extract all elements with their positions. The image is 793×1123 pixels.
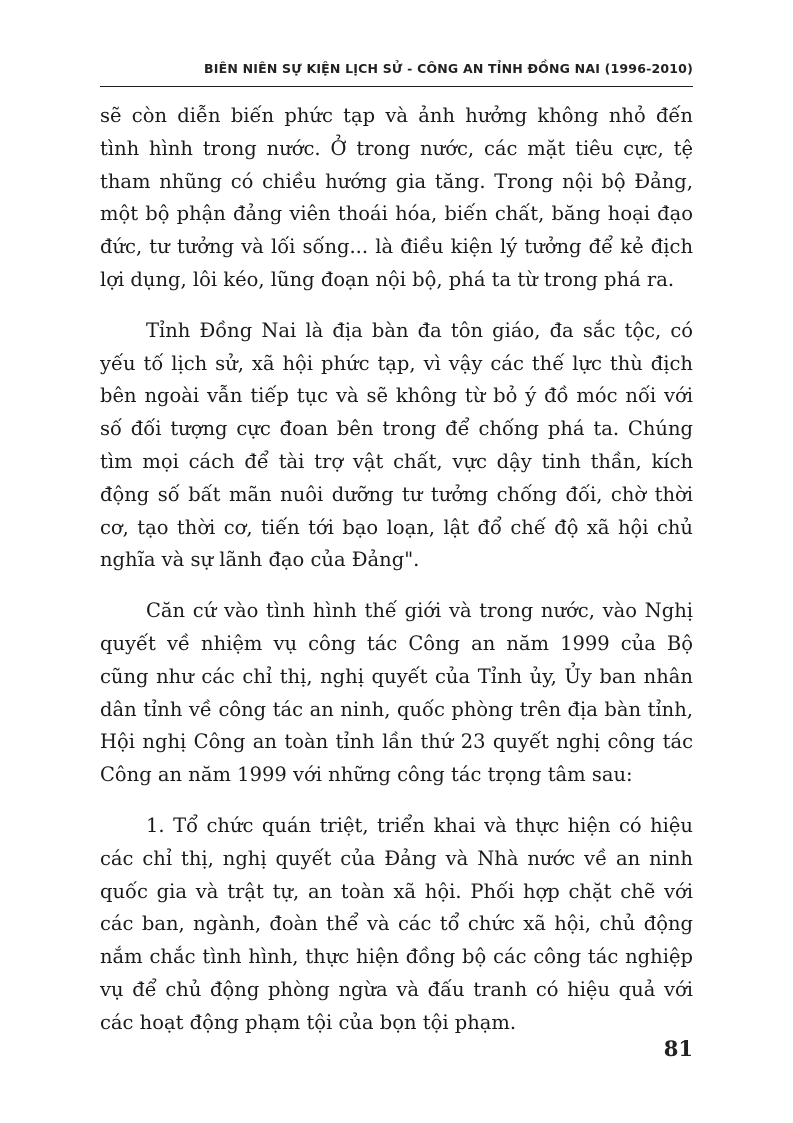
page-number: 81 xyxy=(663,1036,693,1061)
running-header: BIÊN NIÊN SỰ KIỆN LỊCH SỬ - CÔNG AN TỈNH ĐỒNG NAI (1996-2010) xyxy=(204,61,693,76)
paragraph-3: Căn cứ vào tình hình thế giới và trong nước, vào Nghị quyết về nhiệm vụ công tác Công an năm 1999 của Bộ cũng như các chỉ thị, nghị quyết của Tỉnh ủy, Ủy ban nhân dân tỉnh về công tác an ninh, quốc phòng trên địa bàn tỉnh, Hội nghị Công an toàn tỉnh lần thứ 23 quyết nghị công tác Công an năm 1999 với những công tác trọng tâm sau: xyxy=(100,599,693,787)
body-text xyxy=(100,100,693,1058)
paragraph-4: 1. Tổ chức quán triệt, triển khai và thực hiện có hiệu các chỉ thị, nghị quyết của Đảng và Nhà nước về an ninh quốc gia và trật tự, an toàn xã hội. Phối hợp chặt chẽ với các ban, ngành, đoàn thể và các tổ chức xã hội, chủ động nắm chắc tình hình, thực hiện đồng bộ các công tác nghiệp vụ để chủ động phòng ngừa và đấu tranh có hiệu quả với các hoạt động phạm tội của bọn tội phạm. xyxy=(100,813,693,1034)
header-rule xyxy=(100,86,693,87)
paragraph-1: sẽ còn diễn biến phức tạp và ảnh hưởng không nhỏ đến tình hình trong nước. Ở trong nước, các mặt tiêu cực, tệ tham nhũng có chiều hướng gia tăng. Trong nội bộ Đảng, một bộ phận đảng viên thoái hóa, biến chất, băng hoại đạo đức, tư tưởng và lối sống... là điều kiện lý tưởng để kẻ địch lợi dụng, lôi kéo, lũng đoạn nội bộ, phá ta từ trong phá ra. xyxy=(100,104,693,291)
paragraph-2: Tỉnh Đồng Nai là địa bàn đa tôn giáo, đa sắc tộc, có yếu tố lịch sử, xã hội phức tạp, vì vậy các thế lực thù địch bên ngoài vẫn tiếp tục và sẽ không từ bỏ ý đồ móc nối với số đối tượng cực đoan bên trong để chống phá ta. Chúng tìm mọi cách để tài trợ vật chất, vực dậy tinh thần, kích động số bất mãn nuôi dưỡng tư tưởng chống đối, chờ thời cơ, tạo thời cơ, tiến tới bạo loạn, lật đổ chế độ xã hội chủ nghĩa và sự lãnh đạo của Đảng". xyxy=(100,318,693,572)
